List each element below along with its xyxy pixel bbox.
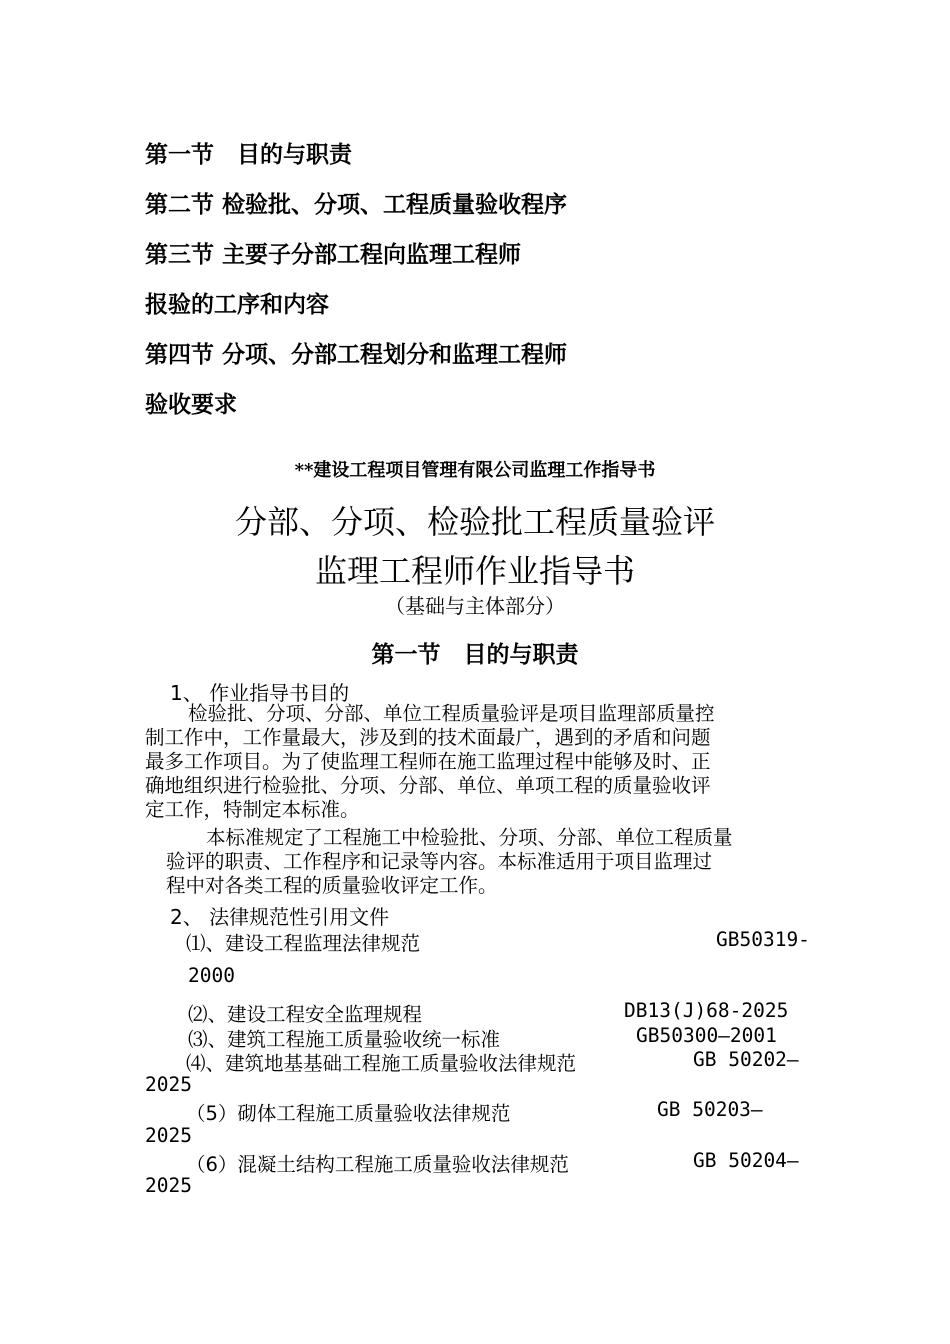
toc-item-4: 第四节 分项、分部工程划分和监理工程师: [145, 342, 568, 368]
ref-2-label: ⑵、建设工程安全监理规程: [188, 1003, 423, 1026]
ref-1-code-cont: 2000: [188, 964, 235, 987]
ref-2-code: DB13(J)68-2025: [624, 999, 789, 1022]
toc-item-2: 第二节 检验批、分项、工程质量验收程序: [145, 192, 568, 218]
ref-5-label: （5）砌体工程施工质量验收法律规范: [186, 1102, 511, 1125]
ref-4-code-cont: 2025: [145, 1073, 192, 1096]
para2-line-3: 程中对各类工程的质量验收评定工作。: [166, 874, 498, 897]
ref-5-code-cont: 2025: [145, 1124, 192, 1147]
para1-line-2: 制工作中，工作量最大，涉及到的技术面最广，遇到的矛盾和问题: [145, 726, 711, 749]
ref-5-code: GB 50203—: [657, 1098, 763, 1121]
ref-4-code: GB 50202—: [693, 1048, 799, 1071]
ref-1-label: ⑴、建设工程监理法律规范: [186, 932, 421, 955]
toc-item-3: 第三节 主要子分部工程向监理工程师: [145, 242, 522, 268]
ref-3-code: GB50300—2001: [636, 1024, 777, 1047]
para1-line-4: 确地组织进行检验批、分项、分部、单位、单项工程的质量验收评: [145, 774, 711, 797]
toc-item-1: 第一节 目的与职责: [145, 142, 352, 168]
document-subtitle: （基础与主体部分）: [385, 594, 565, 618]
para1-line-5: 定工作，特制定本标准。: [145, 798, 360, 821]
ref-6-code: GB 50204—: [693, 1149, 799, 1172]
document-title-line1: 分部、分项、检验批工程质量验评: [234, 503, 715, 541]
para1-line-3: 最多工作项目。为了使监理工程师在施工监理过程中能够及时、正: [145, 750, 711, 773]
section-heading: 第一节 目的与职责: [371, 642, 579, 668]
para2-line-2: 验评的职责、工作程序和记录等内容。本标准适用于项目监理过: [166, 850, 713, 873]
company-line: **建设工程项目管理有限公司监理工作指导书: [294, 460, 656, 481]
document-title-line2: 监理工程师作业指导书: [314, 552, 635, 590]
ref-1-code: GB50319-: [716, 928, 810, 951]
ref-4-label: ⑷、建筑地基基础工程施工质量验收法律规范: [186, 1052, 577, 1075]
ref-3-label: ⑶、建筑工程施工质量验收统一标准: [188, 1028, 501, 1051]
toc-item-4-cont: 验收要求: [145, 392, 237, 418]
item2-heading: 2、 法律规范性引用文件: [170, 905, 390, 929]
item1-heading: 1、 作业指导书目的: [170, 681, 350, 705]
ref-6-label: （6）混凝土结构工程施工质量验收法律规范: [186, 1153, 569, 1176]
para2-line-1: 本标准规定了工程施工中检验批、分项、分部、单位工程质量: [206, 826, 733, 849]
ref-6-code-cont: 2025: [145, 1174, 192, 1197]
para1-line-1: 检验批、分项、分部、单位工程质量验评是项目监理部质量控: [188, 702, 715, 725]
toc-item-3-cont: 报验的工序和内容: [145, 292, 329, 318]
